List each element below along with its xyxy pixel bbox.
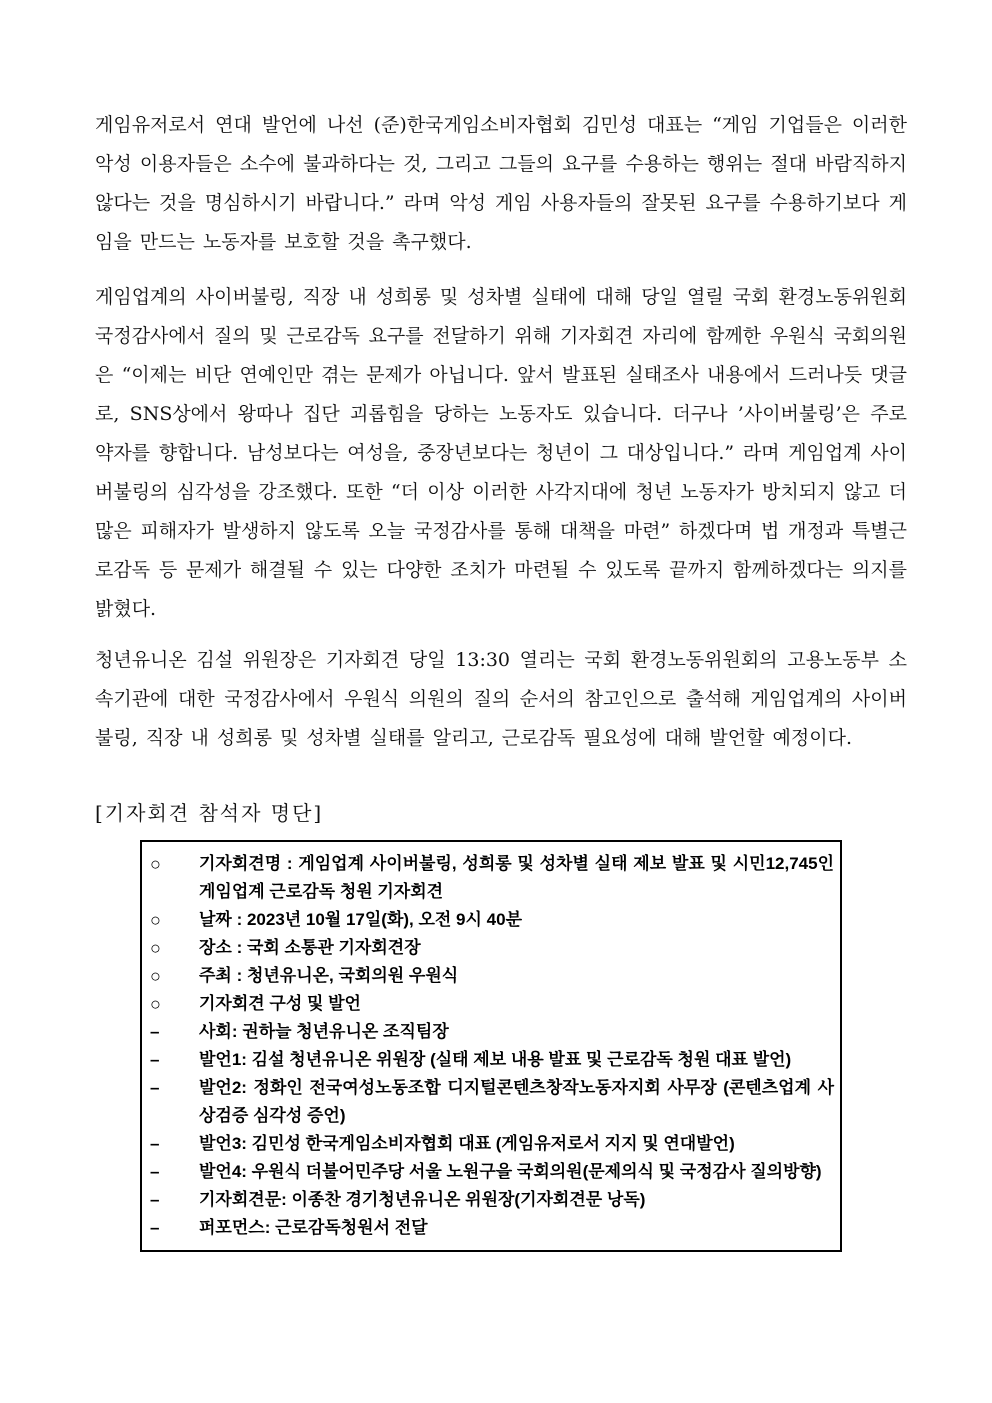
info-box-item-text: 발언4: 우원식 더불어민주당 서울 노원구을 국회의원(문제의식 및 국정감사 질의방향) [199, 1162, 822, 1181]
info-box-item-text: 주최 : 청년유니온, 국회의원 우원식 [199, 966, 459, 985]
dash-bullet-icon: – [150, 1218, 160, 1237]
info-box-item-text: 기자회견 구성 및 발언 [199, 994, 361, 1013]
info-box-item [150, 1158, 834, 1186]
dash-bullet-icon: – [150, 1162, 160, 1181]
document-content [95, 106, 907, 1252]
info-box-item-text: 발언2: 정화인 전국여성노동조합 디지털콘텐츠창작노동자지회 사무장 (콘텐츠업계 사상검증 심각성 증언) [199, 1078, 834, 1125]
info-box-item-text: 장소 : 국회 소통관 기자회견장 [199, 938, 421, 957]
info-box-item [150, 1214, 834, 1242]
info-box-item-text: 발언1: 김설 청년유니온 위원장 (실태 제보 내용 발표 및 근로감독 청원 대표 발언) [199, 1050, 792, 1069]
paragraph-union-chair-plan: 청년유니온 김설 위원장은 기자회견 당일 13:30 열리는 국회 환경노동위원회의 고용노동부 소속기관에 대한 국정감사에서 우원식 의원의 질의 순서의 참고인으로 출석해 게임업계의 사이버불링, 직장 내 성희롱 및 성차별 실태를 알리고, 근로감독 필요성에 대해 발언할 예정이다. [95, 649, 907, 749]
info-box-item-text: 기자회견명 : 게임업계 사이버불링, 성희롱 및 성차별 실태 제보 발표 및 시민12,745인 게임업계 근로감독 청원 기자회견 [199, 854, 834, 901]
info-box-item [150, 1046, 834, 1074]
info-box-item [150, 1186, 834, 1214]
info-box-item [150, 934, 834, 962]
info-box-item [150, 962, 834, 990]
circle-bullet-icon: ○ [150, 910, 161, 930]
circle-bullet-icon: ○ [150, 854, 161, 874]
dash-bullet-icon: – [150, 1022, 160, 1041]
info-box-item [150, 1074, 834, 1130]
info-box-item [150, 1130, 834, 1158]
info-box-item [150, 990, 834, 1018]
paragraph-lawmaker-statement: 게임업계의 사이버불링, 직장 내 성희롱 및 성차별 실태에 대해 당일 열릴 국회 환경노동위원회 국정감사에서 질의 및 근로감독 요구를 전달하기 위해 기자회견 자리에 함께한 우원식 국회의원은 “이제는 비단 연예인만 겪는 문제가 아닙니다. 앞서 발표된 실태조사 내용에서 드러나듯 댓글로, SNS상에서 왕따나 집단 괴롭힘을 당하는 노동자도 있습니다. 더구나 ’사이버불링’은 주로 약자를 향합니다. 남성보다는 여성을, 중장년보다는 청년이 그 대상입니다.” 라며 게임업계 사이버불링의 심각성을 강조했다. 또한 “더 이상 이러한 사각지대에 청년 노동자가 방치되지 않고 더 많은 피해자가 발생하지 않도록 오늘 국정감사를 통해 대책을 마련” 하겠다며 법 개정과 특별근로감독 등 문제가 해결될 수 있는 다양한 조치가 마련될 수 있도록 끝까지 함께하겠다는 의지를 밝혔다. [95, 286, 907, 620]
info-box-item [150, 1018, 834, 1046]
info-box-item [150, 850, 834, 906]
attendee-list-heading: [기자회견 참석자 명단] [95, 801, 324, 825]
info-box-item [150, 906, 834, 934]
info-box-item-text: 발언3: 김민성 한국게임소비자협회 대표 (게임유저로서 지지 및 연대발언) [199, 1134, 735, 1153]
circle-bullet-icon: ○ [150, 994, 161, 1014]
dash-bullet-icon: – [150, 1050, 160, 1069]
press-conference-info-box [140, 840, 842, 1252]
paragraph-game-user-statement: 게임유저로서 연대 발언에 나선 (준)한국게임소비자협회 김민성 대표는 “게임 기업들은 이러한 악성 이용자들은 소수에 불과하다는 것, 그리고 그들의 요구를 수용하는 행위는 절대 바람직하지 않다는 것을 명심하시기 바랍니다.” 라며 악성 게임 사용자들의 잘못된 요구를 수용하기보다 게임을 만드는 노동자를 보호할 것을 촉구했다. [95, 114, 907, 253]
info-box-item-text: 기자회견문: 이종찬 경기청년유니온 위원장(기자회견문 낭독) [199, 1190, 646, 1209]
info-box-item-text: 퍼포먼스: 근로감독청원서 전달 [199, 1218, 428, 1237]
dash-bullet-icon: – [150, 1190, 160, 1209]
info-box-item-text: 사회: 권하늘 청년유니온 조직팀장 [199, 1022, 449, 1041]
info-box-item-text: 날짜 : 2023년 10월 17일(화), 오전 9시 40분 [199, 910, 522, 929]
dash-bullet-icon: – [150, 1134, 160, 1153]
circle-bullet-icon: ○ [150, 966, 161, 986]
circle-bullet-icon: ○ [150, 938, 161, 958]
dash-bullet-icon: – [150, 1078, 160, 1097]
